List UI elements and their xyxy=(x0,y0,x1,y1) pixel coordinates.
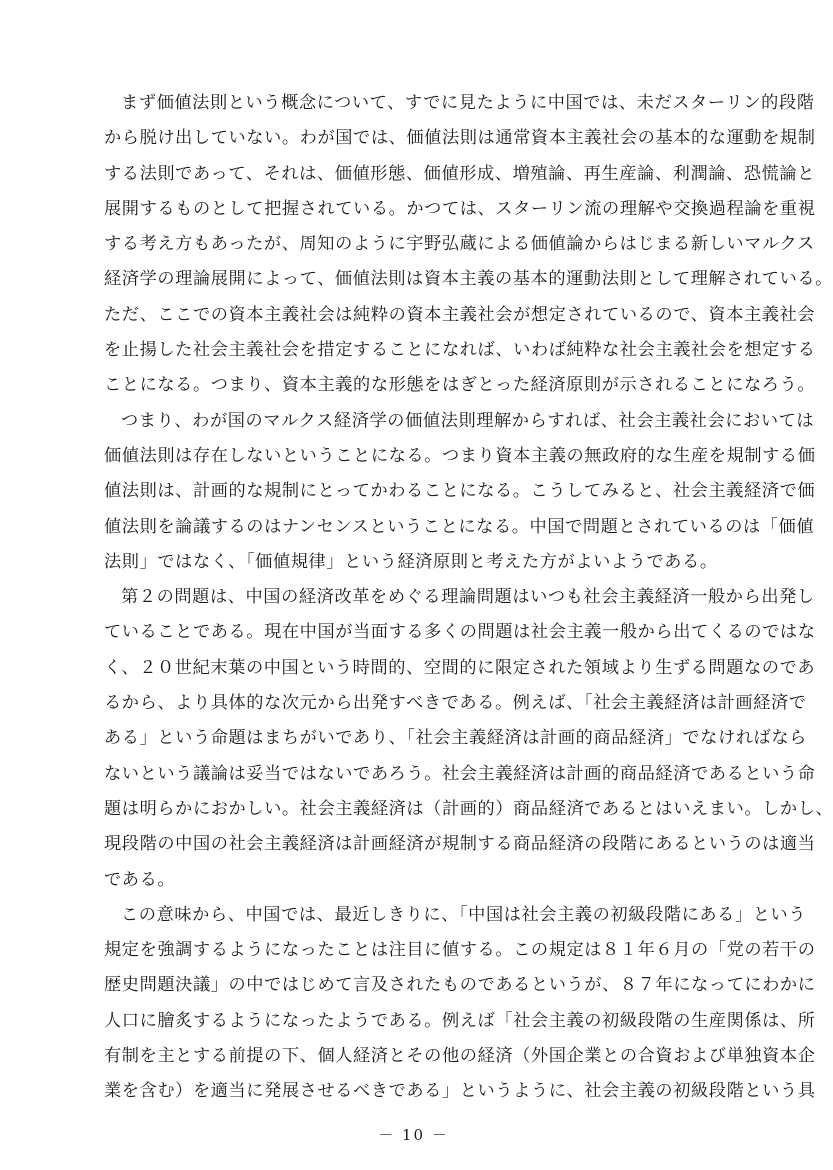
text-line: く、２０世紀末葉の中国という時間的、空間的に限定された領域より生ずる問題なのであ xyxy=(104,657,816,678)
text-line: 法則」ではなく、「価値規律」という経済原則と考えた方がよいようである。 xyxy=(104,551,718,572)
text-line: 値法則を論議するのはナンセンスということになる。中国で問題とされているのは「価値 xyxy=(104,516,815,537)
text-line: 題は明らかにおかしい。社会主義経済は（計画的）商品経済であるとはいえまい。しかし、 xyxy=(104,798,833,819)
text-line: まず価値法則という概念について、すでに見たように中国では、未だスターリン的段階 xyxy=(121,93,815,113)
text-line: 展開するものとして把握されている。かつては、スターリン流の理解や交換過程論を重視 xyxy=(104,198,816,219)
text-line: るから、より具体的な次元から出発すべきである。例えば、「社会主義経済は計画経済で xyxy=(104,693,807,714)
text-line: つまり、わが国のマルクス経済学の価値法則理解からすれば、社会主義社会においては xyxy=(121,410,815,431)
text-line: ことになる。つまり、資本主義的な形態をはぎとった経済原則が示されることになろう。 xyxy=(104,375,816,396)
text-line: ただ、ここでの資本主義社会は純粋の資本主義社会が想定されているので、資本主義社会 xyxy=(104,304,816,325)
text-line: する考え方もあったが、周知のように宇野弘蔵による価値論からはじまる新しいマルクス xyxy=(104,234,815,255)
text-line: を止揚した社会主義社会を措定することになれば、いわば純粋な社会主義社会を想定する xyxy=(104,340,816,361)
text-line: から脱け出していない。わが国では、価値法則は通常資本主義社会の基本的な運動を規制 xyxy=(104,128,816,149)
text-line: 人口に膾炙するようになったようである。例えば「社会主義の初級段階の生産関係は、所 xyxy=(104,1010,816,1031)
text-line: 値法則は、計画的な規制にとってかわることになる。こうしてみると、社会主義経済で価 xyxy=(104,481,816,502)
text-line: 現段階の中国の社会主義経済は計画経済が規制する商品経済の段階にあるというのは適当 xyxy=(104,834,816,855)
text-line: である。 xyxy=(104,869,176,890)
text-line: 規定を強調するようになったことは注目に値する。この規定は８１年６月の「党の若干の xyxy=(104,940,816,961)
page-number: － 10 － xyxy=(378,1126,449,1144)
text-line: ないという議論は妥当ではないであろう。社会主義経済は計画的商品経済であるという命 xyxy=(104,763,816,784)
text-line: 有制を主とする前提の下、個人経済とその他の経済（外国企業との合資および単独資本企 xyxy=(104,1046,816,1067)
text-line: 業を含む）を適当に発展させるべきである」というように、社会主義の初級段階という具 xyxy=(104,1081,816,1102)
text-line: 価値法則は存在しないということになる。つまり資本主義の無政府的な生産を規制する価 xyxy=(104,445,816,466)
body-text xyxy=(104,86,833,1110)
text-line: この意味から、中国では、最近しきりに、「中国は社会主義の初級段階にある」という xyxy=(121,904,807,925)
text-line: する法則であって、それは、価値形態、価値形成、増殖論、再生産論、利潤論、恐慌論と xyxy=(104,163,815,184)
text-line: ていることである。現在中国が当面する多くの問題は社会主義一般から出てくるのではな xyxy=(104,622,816,643)
text-line: 第２の問題は、中国の経済改革をめぐる理論問題はいつも社会主義経済一般から出発し xyxy=(121,587,815,608)
text-line: 歴史問題決議」の中ではじめて言及されたものであるというが、８７年になってにわかに xyxy=(104,975,816,996)
text-line: 経済学の理論展開によって、価値法則は資本主義の基本的運動法則として理解されている。 xyxy=(104,269,833,290)
text-line: ある」という命題はまちがいであり、「社会主義経済は計画的商品経済」でなければなら xyxy=(104,728,807,749)
